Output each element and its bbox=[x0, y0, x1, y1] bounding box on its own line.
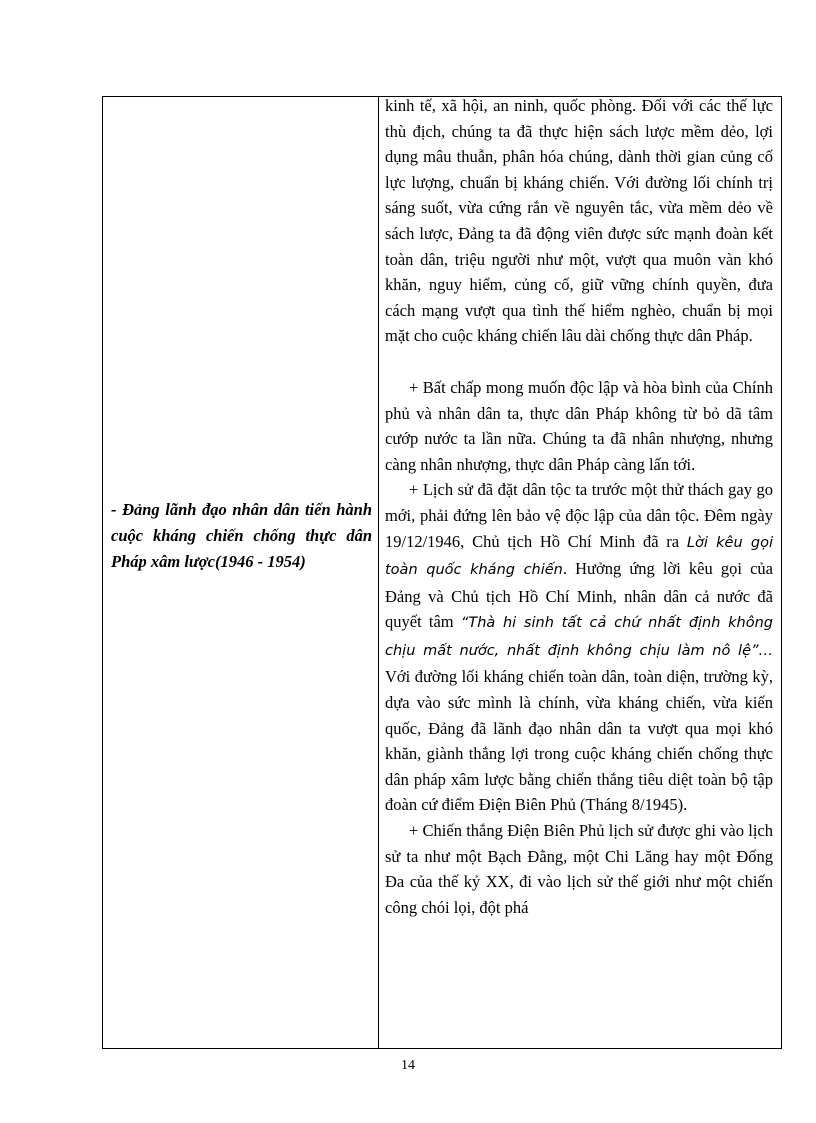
paragraph-3-emphasis-1: Lời kêu gọi toàn quốc kháng chiến bbox=[385, 534, 773, 579]
paragraph-3-part-b: . Hưởng ứng lời kêu gọi của Đảng và Chủ tịch Hồ Chí Minh, nhân dân cả nước đã quyết tâm bbox=[385, 559, 773, 632]
paragraph-3-quote: “Thà hi sinh tất cả chứ nhất định không chịu mất nước, nhất định không chịu làm nô lệ”… bbox=[385, 615, 773, 659]
paragraph-3 bbox=[385, 477, 773, 818]
table-right-column bbox=[379, 97, 781, 1048]
section-heading: - Đảng lãnh đạo nhân dân tiến hành cuộc kháng chiến chống thực dân Pháp xâm lược(1946 - 1954) bbox=[111, 500, 372, 571]
table-left-column bbox=[103, 97, 379, 1048]
paragraph-3-part-a: + Lịch sử đã đặt dân tộc ta trước một thử thách gay go mới, phải đứng lên bảo vệ độc lập của dân tộc. Đêm ngày 19/12/1946, Chủ tịch Hồ Chí Minh đã ra bbox=[385, 480, 773, 551]
page-number: 14 bbox=[401, 1058, 415, 1073]
paragraph-3-part-c: Với đường lối kháng chiến toàn dân, toàn diện, trường kỳ, dựa vào sức mình là chính, vừa kháng chiến, vừa kiến quốc, Đảng đã lãnh đạo nhân dân ta vượt qua mọi khó khăn, giành thắng lợi trong cuộc kháng chiến chống thực dân pháp xâm lược bằng chiến thắng tiêu diệt toàn bộ tập đoàn cứ điểm Điện Biên Phủ (Tháng 8/1945). bbox=[385, 667, 773, 815]
paragraph-4: + Chiến thắng Điện Biên Phủ lịch sử được ghi vào lịch sử ta như một Bạch Đằng, một Chi Lăng hay một Đống Đa của thế kỷ XX, đi vào lịch sử thế giới như một chiến công chói lọi, đột phá bbox=[385, 821, 773, 917]
content-table bbox=[102, 96, 782, 1049]
paragraph-2: + Bất chấp mong muốn độc lập và hòa bình của Chính phủ và nhân dân ta, thực dân Pháp không từ bỏ dã tâm cướp nước ta lần nữa. Chúng ta đã nhân nhượng, nhưng càng nhân nhượng, thực dân Pháp càng lấn tới. bbox=[385, 377, 773, 474]
paragraph-1: kinh tế, xã hội, an ninh, quốc phòng. Đối với các thế lực thù địch, chúng ta đã thực hiện sách lược mềm dẻo, lợi dụng mâu thuẫn, phân hóa chúng, dành thời gian củng cố lực lượng, chuẩn bị kháng chiến. Với đường lối chính trị sáng suốt, vừa cứng rắn về nguyên tắc, vừa mềm dẻo về sách lược, Đảng ta đã động viên được sức mạnh đoàn kết toàn dân, triệu người như một, vượt qua muôn vàn khó khăn, nguy hiểm, củng cố, giữ vững chính quyền, đưa cách mạng vượt qua tình thế hiểm nghèo, chuẩn bị mọi mặt cho cuộc kháng chiến lâu dài chống thực dân Pháp. bbox=[385, 96, 773, 346]
